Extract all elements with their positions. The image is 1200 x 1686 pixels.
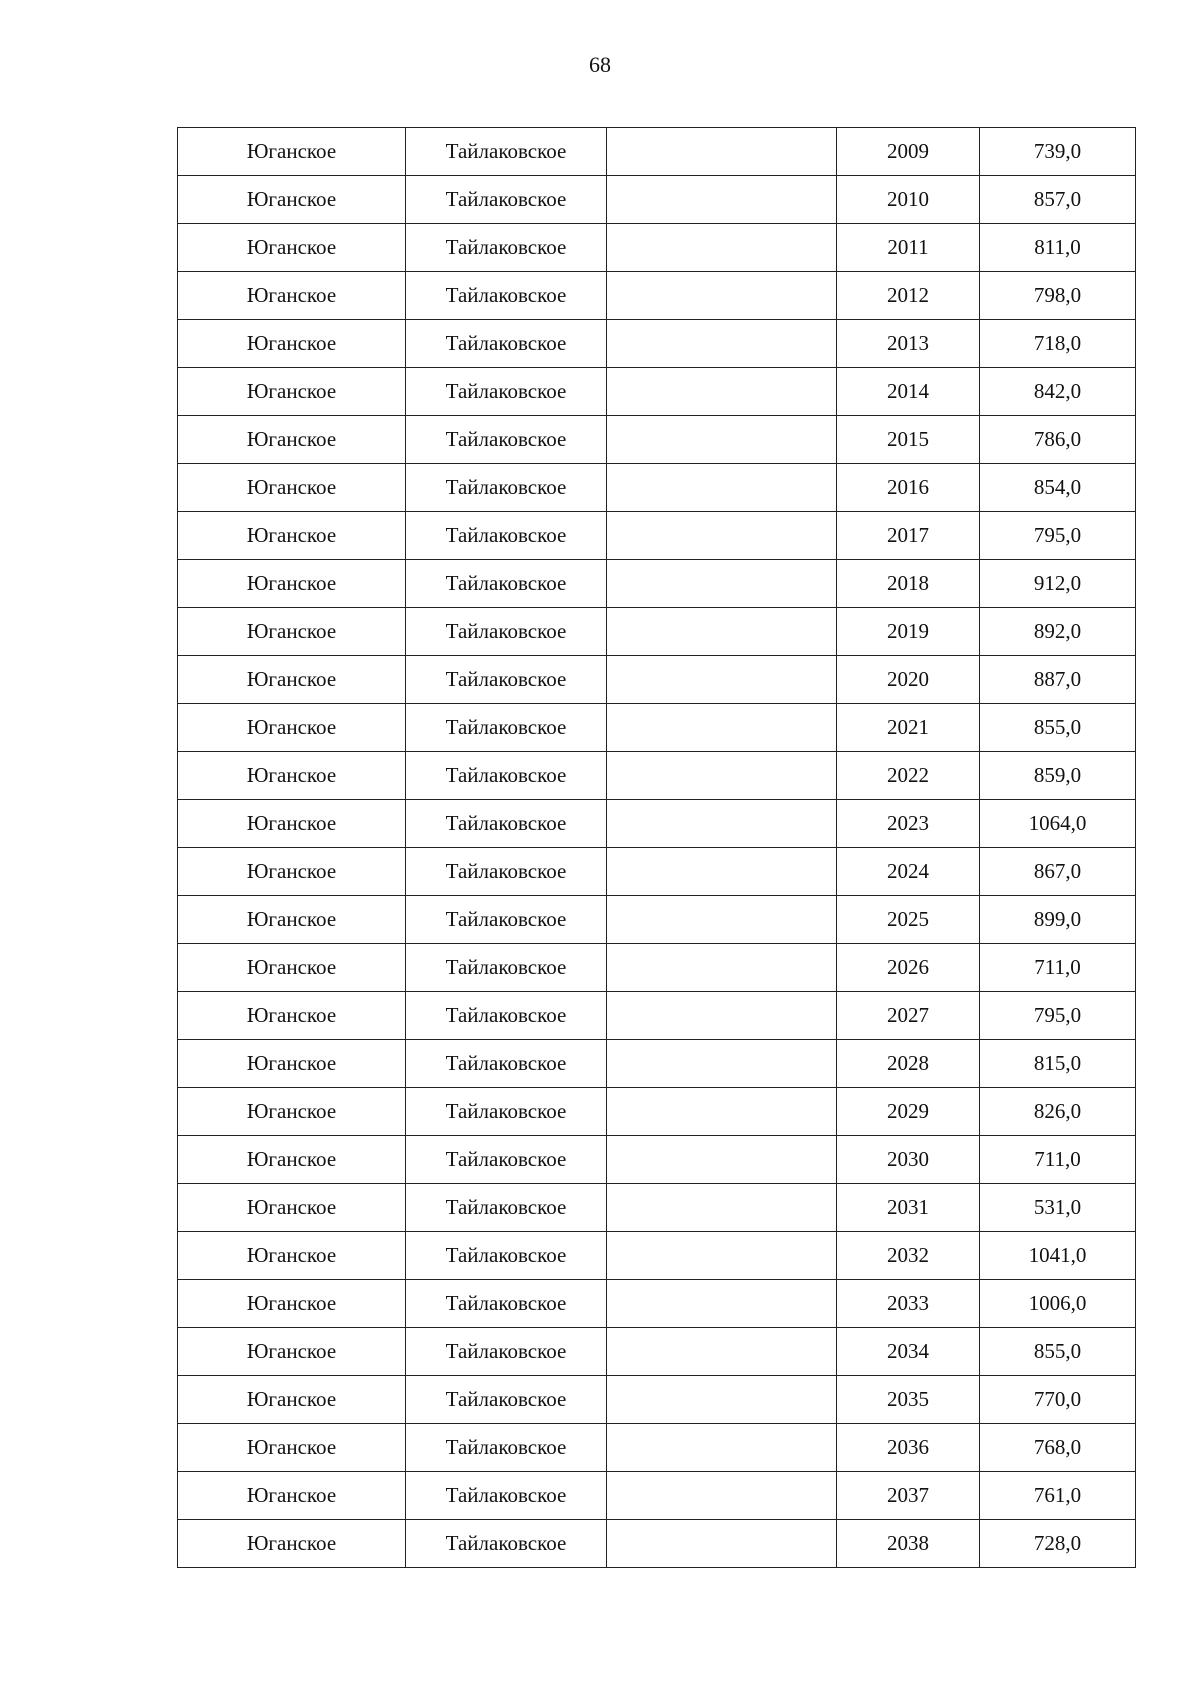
area-cell: Тайлаковское [406, 1040, 607, 1088]
empty-cell [607, 368, 837, 416]
area-cell: Тайлаковское [406, 848, 607, 896]
year-cell: 2014 [837, 368, 980, 416]
area-cell: Тайлаковское [406, 1520, 607, 1568]
table-row [178, 1472, 1136, 1520]
empty-cell [607, 176, 837, 224]
data-table [177, 127, 1136, 1568]
empty-cell [607, 1520, 837, 1568]
year-cell: 2034 [837, 1328, 980, 1376]
table-row [178, 992, 1136, 1040]
empty-cell [607, 944, 837, 992]
year-cell: 2015 [837, 416, 980, 464]
empty-cell [607, 416, 837, 464]
table-row [178, 1376, 1136, 1424]
field-cell: Юганское [178, 992, 406, 1040]
area-cell: Тайлаковское [406, 464, 607, 512]
field-cell: Юганское [178, 848, 406, 896]
area-cell: Тайлаковское [406, 416, 607, 464]
area-cell: Тайлаковское [406, 1088, 607, 1136]
field-cell: Юганское [178, 896, 406, 944]
field-cell: Юганское [178, 704, 406, 752]
field-cell: Юганское [178, 176, 406, 224]
empty-cell [607, 848, 837, 896]
empty-cell [607, 128, 837, 176]
area-cell: Тайлаковское [406, 560, 607, 608]
area-cell: Тайлаковское [406, 608, 607, 656]
area-cell: Тайлаковское [406, 752, 607, 800]
value-cell: 718,0 [980, 320, 1136, 368]
year-cell: 2031 [837, 1184, 980, 1232]
field-cell: Юганское [178, 608, 406, 656]
value-cell: 867,0 [980, 848, 1136, 896]
empty-cell [607, 1328, 837, 1376]
value-cell: 786,0 [980, 416, 1136, 464]
year-cell: 2036 [837, 1424, 980, 1472]
field-cell: Юганское [178, 272, 406, 320]
field-cell: Юганское [178, 944, 406, 992]
area-cell: Тайлаковское [406, 1136, 607, 1184]
table-row [178, 1424, 1136, 1472]
empty-cell [607, 1088, 837, 1136]
table-row [178, 800, 1136, 848]
table-row [178, 272, 1136, 320]
area-cell: Тайлаковское [406, 512, 607, 560]
value-cell: 899,0 [980, 896, 1136, 944]
area-cell: Тайлаковское [406, 704, 607, 752]
empty-cell [607, 1424, 837, 1472]
year-cell: 2037 [837, 1472, 980, 1520]
empty-cell [607, 896, 837, 944]
year-cell: 2016 [837, 464, 980, 512]
year-cell: 2033 [837, 1280, 980, 1328]
field-cell: Юганское [178, 368, 406, 416]
table-row [178, 656, 1136, 704]
value-cell: 815,0 [980, 1040, 1136, 1088]
year-cell: 2038 [837, 1520, 980, 1568]
area-cell: Тайлаковское [406, 1184, 607, 1232]
page-number: 68 [589, 52, 611, 77]
table-row [178, 608, 1136, 656]
empty-cell [607, 272, 837, 320]
field-cell: Юганское [178, 1040, 406, 1088]
table-row [178, 128, 1136, 176]
value-cell: 857,0 [980, 176, 1136, 224]
field-cell: Юганское [178, 1376, 406, 1424]
empty-cell [607, 1184, 837, 1232]
area-cell: Тайлаковское [406, 368, 607, 416]
field-cell: Юганское [178, 1136, 406, 1184]
empty-cell [607, 224, 837, 272]
empty-cell [607, 1232, 837, 1280]
value-cell: 826,0 [980, 1088, 1136, 1136]
year-cell: 2026 [837, 944, 980, 992]
year-cell: 2030 [837, 1136, 980, 1184]
table-row [178, 944, 1136, 992]
area-cell: Тайлаковское [406, 1328, 607, 1376]
table-row [178, 1040, 1136, 1088]
field-cell: Юганское [178, 1520, 406, 1568]
value-cell: 795,0 [980, 992, 1136, 1040]
field-cell: Юганское [178, 1088, 406, 1136]
value-cell: 531,0 [980, 1184, 1136, 1232]
year-cell: 2012 [837, 272, 980, 320]
year-cell: 2018 [837, 560, 980, 608]
area-cell: Тайлаковское [406, 944, 607, 992]
table-row [178, 464, 1136, 512]
field-cell: Юганское [178, 128, 406, 176]
value-cell: 1006,0 [980, 1280, 1136, 1328]
year-cell: 2009 [837, 128, 980, 176]
area-cell: Тайлаковское [406, 176, 607, 224]
value-cell: 887,0 [980, 656, 1136, 704]
value-cell: 711,0 [980, 944, 1136, 992]
empty-cell [607, 1376, 837, 1424]
field-cell: Юганское [178, 464, 406, 512]
field-cell: Юганское [178, 1472, 406, 1520]
table-row [178, 224, 1136, 272]
value-cell: 1064,0 [980, 800, 1136, 848]
year-cell: 2028 [837, 1040, 980, 1088]
empty-cell [607, 1040, 837, 1088]
empty-cell [607, 320, 837, 368]
table-row [178, 1088, 1136, 1136]
table-row [178, 704, 1136, 752]
table-row [178, 896, 1136, 944]
table-row [178, 560, 1136, 608]
table-row [178, 320, 1136, 368]
empty-cell [607, 992, 837, 1040]
year-cell: 2021 [837, 704, 980, 752]
area-cell: Тайлаковское [406, 656, 607, 704]
field-cell: Юганское [178, 512, 406, 560]
value-cell: 768,0 [980, 1424, 1136, 1472]
year-cell: 2010 [837, 176, 980, 224]
table-row [178, 1136, 1136, 1184]
table-row [178, 848, 1136, 896]
table-row [178, 368, 1136, 416]
field-cell: Юганское [178, 1184, 406, 1232]
empty-cell [607, 512, 837, 560]
area-cell: Тайлаковское [406, 1376, 607, 1424]
year-cell: 2025 [837, 896, 980, 944]
year-cell: 2035 [837, 1376, 980, 1424]
value-cell: 1041,0 [980, 1232, 1136, 1280]
table-row [178, 512, 1136, 560]
year-cell: 2023 [837, 800, 980, 848]
table-row [178, 752, 1136, 800]
table-body [178, 128, 1136, 1568]
field-cell: Юганское [178, 320, 406, 368]
year-cell: 2022 [837, 752, 980, 800]
empty-cell [607, 656, 837, 704]
value-cell: 711,0 [980, 1136, 1136, 1184]
value-cell: 912,0 [980, 560, 1136, 608]
field-cell: Юганское [178, 800, 406, 848]
value-cell: 859,0 [980, 752, 1136, 800]
value-cell: 728,0 [980, 1520, 1136, 1568]
value-cell: 761,0 [980, 1472, 1136, 1520]
empty-cell [607, 1472, 837, 1520]
table-row [178, 416, 1136, 464]
field-cell: Юганское [178, 224, 406, 272]
empty-cell [607, 560, 837, 608]
year-cell: 2029 [837, 1088, 980, 1136]
year-cell: 2011 [837, 224, 980, 272]
value-cell: 739,0 [980, 128, 1136, 176]
area-cell: Тайлаковское [406, 992, 607, 1040]
value-cell: 855,0 [980, 704, 1136, 752]
year-cell: 2019 [837, 608, 980, 656]
year-cell: 2027 [837, 992, 980, 1040]
empty-cell [607, 1136, 837, 1184]
value-cell: 770,0 [980, 1376, 1136, 1424]
year-cell: 2032 [837, 1232, 980, 1280]
field-cell: Юганское [178, 1424, 406, 1472]
table-row [178, 1232, 1136, 1280]
empty-cell [607, 752, 837, 800]
value-cell: 854,0 [980, 464, 1136, 512]
area-cell: Тайлаковское [406, 800, 607, 848]
value-cell: 842,0 [980, 368, 1136, 416]
field-cell: Юганское [178, 752, 406, 800]
field-cell: Юганское [178, 1280, 406, 1328]
empty-cell [607, 464, 837, 512]
field-cell: Юганское [178, 1232, 406, 1280]
table-row [178, 1520, 1136, 1568]
value-cell: 892,0 [980, 608, 1136, 656]
area-cell: Тайлаковское [406, 1424, 607, 1472]
area-cell: Тайлаковское [406, 1232, 607, 1280]
area-cell: Тайлаковское [406, 272, 607, 320]
area-cell: Тайлаковское [406, 1472, 607, 1520]
table-row [178, 1184, 1136, 1232]
year-cell: 2017 [837, 512, 980, 560]
table-row [178, 1280, 1136, 1328]
field-cell: Юганское [178, 656, 406, 704]
value-cell: 855,0 [980, 1328, 1136, 1376]
area-cell: Тайлаковское [406, 320, 607, 368]
field-cell: Юганское [178, 416, 406, 464]
empty-cell [607, 1280, 837, 1328]
value-cell: 811,0 [980, 224, 1136, 272]
area-cell: Тайлаковское [406, 224, 607, 272]
empty-cell [607, 704, 837, 752]
year-cell: 2020 [837, 656, 980, 704]
area-cell: Тайлаковское [406, 128, 607, 176]
value-cell: 798,0 [980, 272, 1136, 320]
year-cell: 2013 [837, 320, 980, 368]
field-cell: Юганское [178, 1328, 406, 1376]
table-row [178, 176, 1136, 224]
empty-cell [607, 608, 837, 656]
year-cell: 2024 [837, 848, 980, 896]
value-cell: 795,0 [980, 512, 1136, 560]
area-cell: Тайлаковское [406, 896, 607, 944]
area-cell: Тайлаковское [406, 1280, 607, 1328]
empty-cell [607, 800, 837, 848]
field-cell: Юганское [178, 560, 406, 608]
table-row [178, 1328, 1136, 1376]
